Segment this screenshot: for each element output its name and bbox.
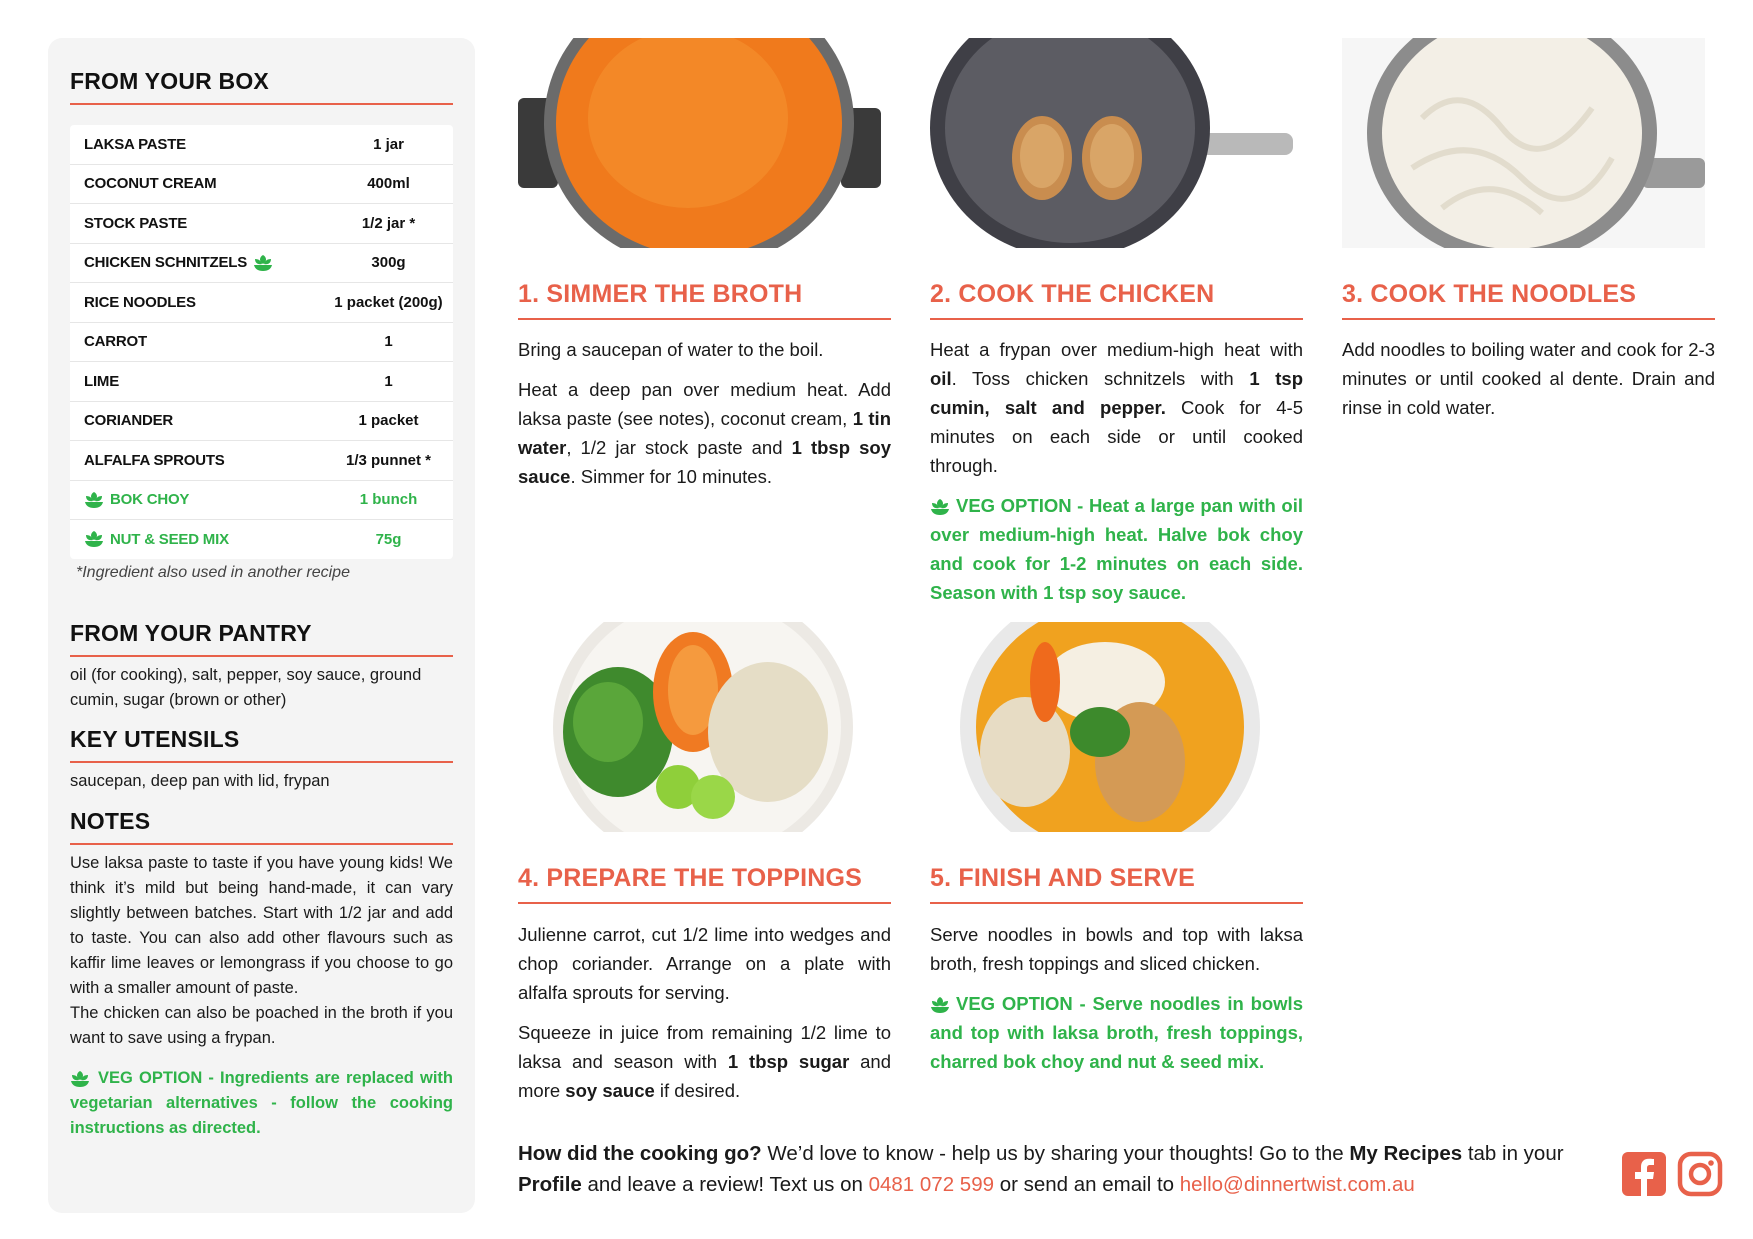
instagram-icon[interactable] — [1676, 1150, 1724, 1198]
text-span: . Toss chicken schnitzels with — [951, 368, 1250, 389]
notes-paragraph: The chicken can also be poached in the broth if you want to save using a frypan. — [70, 1004, 453, 1047]
ingredient-qty: 1/2 jar * — [361, 214, 416, 232]
ingredient-row — [70, 165, 453, 205]
veg-leaf-icon — [70, 1070, 90, 1088]
step4-text — [518, 920, 891, 1116]
ingredient-qty: 75g — [375, 530, 402, 548]
veg-leaf-icon — [84, 530, 104, 548]
pantry-text: oil (for cooking), salt, pepper, soy sauce, ground cumin, sugar (brown or other) — [70, 666, 422, 709]
phone-link[interactable]: 0481 072 599 — [868, 1173, 994, 1196]
step4-photo — [518, 622, 881, 832]
step5-para: Serve noodles in bowls and top with laksa broth, fresh toppings and sliced chicken. — [930, 924, 1303, 974]
text-span: Heat a frypan over medium-high heat with — [930, 339, 1303, 360]
ingredient-qty: 400ml — [367, 175, 410, 193]
step4-para: Julienne carrot, cut 1/2 lime into wedges and chop coriander. Arrange on a plate with alfalfa sprouts for serving. — [518, 924, 891, 1003]
bold-span: 1 tsp cumin, salt and pepper. — [930, 368, 1303, 418]
bold-span: soy sauce — [565, 1080, 655, 1101]
ingredient-qty: 1 packet — [358, 412, 419, 430]
step1-para: Bring a saucepan of water to the boil. — [518, 339, 824, 360]
ingredient-row — [70, 283, 453, 323]
step4-rule — [518, 902, 891, 904]
ingredient-row-veg — [70, 520, 453, 559]
footer-text: tab in your — [1462, 1142, 1564, 1165]
ingredient-name: CARROT — [84, 333, 147, 351]
veg-leaf-icon — [930, 498, 950, 516]
ingredient-row — [70, 402, 453, 442]
pantry-rule — [70, 655, 453, 657]
ingredients-panel — [48, 38, 475, 1213]
ingredient-name: NUT & SEED MIX — [110, 530, 229, 548]
text-span: . Simmer for 10 minutes. — [570, 466, 772, 487]
step2-para — [930, 335, 1303, 480]
text-span: , 1/2 jar stock paste and — [566, 437, 792, 458]
footer-bold: My Recipes — [1349, 1142, 1463, 1165]
ingredient-name: STOCK PASTE — [84, 214, 188, 232]
step3-title: 3. COOK THE NOODLES — [1342, 280, 1637, 308]
ingredient-name-cell — [70, 530, 324, 548]
step1-title: 1. SIMMER THE BROTH — [518, 280, 803, 308]
step1-rule — [518, 318, 891, 320]
facebook-icon[interactable] — [1620, 1150, 1668, 1198]
ingredient-row — [70, 204, 453, 244]
ingredient-table — [70, 125, 453, 559]
footer-text: and leave a review! Text us on — [581, 1173, 869, 1196]
ingredient-name: COCONUT CREAM — [84, 175, 217, 193]
text-span: if desired. — [654, 1080, 741, 1101]
veg-leaf-icon — [253, 254, 273, 272]
step3-para: Add noodles to boiling water and cook for 2-3 minutes or until cooked al dente. Drain and rinse in cold water. — [1342, 339, 1715, 418]
bold-span: 1 tbsp sugar — [727, 1051, 850, 1072]
text-span: Squeeze in juice from remaining 1/2 lime to laksa and season with — [518, 1022, 891, 1072]
ingredient-name-cell — [70, 254, 324, 272]
ingredient-row — [70, 244, 453, 284]
footer-bold: Profile — [518, 1173, 582, 1196]
ingredient-qty: 1 bunch — [359, 491, 418, 509]
bold-span: 1 tin water — [518, 408, 891, 458]
ingredient-qty: 1/3 punnet * — [345, 451, 431, 469]
step5-rule — [930, 902, 1303, 904]
step2-text — [930, 335, 1303, 618]
footer-text: We’d love to know - help us by sharing your thoughts! Go to the — [761, 1142, 1350, 1165]
ingredient-row — [70, 125, 453, 165]
ingredient-row — [70, 441, 453, 481]
footer-text: or send an email to — [994, 1173, 1180, 1196]
footer-question: How did the cooking go? — [518, 1142, 762, 1165]
veg-leaf-icon — [84, 491, 104, 509]
pantry-title: FROM YOUR PANTRY — [70, 620, 312, 646]
ingredient-row-veg — [70, 481, 453, 521]
step3-rule — [1342, 318, 1715, 320]
veg-leaf-icon — [930, 996, 950, 1014]
step1-text — [518, 335, 891, 502]
ingredient-name: BOK CHOY — [110, 491, 190, 509]
text-span: and more — [518, 1051, 891, 1101]
step2-rule — [930, 318, 1303, 320]
step3-text — [1342, 335, 1715, 433]
veg-span: VEG OPTION - Serve noodles in bowls and top with laksa broth, fresh toppings, charred bok choy and nut & seed mix. — [930, 993, 1303, 1072]
bold-span: 1 tbsp soy sauce — [518, 437, 891, 487]
step2-title: 2. COOK THE CHICKEN — [930, 280, 1215, 308]
ingredient-name-cell — [70, 491, 324, 509]
ingredient-qty: 1 packet (200g) — [334, 293, 443, 311]
box-title: FROM YOUR BOX — [70, 68, 269, 94]
ingredient-name: CHICKEN SCHNITZELS — [84, 254, 248, 272]
veg-span: VEG OPTION - Heat a large pan with oil over medium-high heat. Halve bok choy and cook for 1-2 minutes on each side. Season with 1 tsp soy sauce. — [930, 495, 1303, 603]
utensils-title: KEY UTENSILS — [70, 726, 240, 752]
email-link[interactable]: hello@dinnertwist.com.au — [1179, 1173, 1415, 1196]
ingredient-row — [70, 362, 453, 402]
text-span: Heat a deep pan over medium heat. Add laksa paste (see notes), coconut cream, — [518, 379, 891, 429]
notes-rule — [70, 843, 453, 845]
step5-title: 5. FINISH AND SERVE — [930, 864, 1195, 892]
notes-veg-text: VEG OPTION - Ingredients are replaced with vegetarian alternatives - follow the cooking instructions as directed. — [70, 1069, 453, 1137]
step5-text — [930, 920, 1303, 1087]
step5-photo — [930, 622, 1293, 832]
ingredient-name: LIME — [84, 372, 120, 390]
step2-veg-option — [930, 491, 1303, 607]
bold-span: oil — [930, 368, 952, 389]
utensils-rule — [70, 761, 453, 763]
step4-para — [518, 1018, 891, 1105]
step3-photo — [1342, 38, 1705, 248]
ingredient-row — [70, 323, 453, 363]
notes-paragraph: Use laksa paste to taste if you have young kids! We think it’s mild but being hand-made, it can vary slightly between batches. Start with 1/2 jar and add to taste. You can also add other flavours such as kaffir lime leaves or lemongrass if you choose to go with a smaller amount of paste. — [70, 854, 453, 997]
notes-veg-option — [70, 1066, 453, 1141]
ingredient-qty: 1 jar — [373, 135, 404, 153]
step1-photo — [518, 38, 881, 248]
step2-photo — [930, 38, 1293, 248]
text-span: Cook for 4-5 minutes on each side or until cooked through. — [930, 397, 1304, 476]
ingredient-qty: 1 — [384, 333, 393, 351]
ingredient-qty: 300g — [371, 254, 406, 272]
box-footnote: *Ingredient also used in another recipe — [76, 564, 350, 581]
feedback-footer — [518, 1138, 1578, 1200]
ingredient-qty: 1 — [384, 372, 393, 390]
step5-veg-option — [930, 989, 1303, 1076]
utensils-text: saucepan, deep pan with lid, frypan — [70, 772, 330, 790]
ingredient-name: RICE NOODLES — [84, 293, 196, 311]
notes-title: NOTES — [70, 808, 151, 834]
ingredient-name: ALFALFA SPROUTS — [84, 451, 225, 469]
ingredient-name: LAKSA PASTE — [84, 135, 186, 153]
step1-para — [518, 375, 891, 491]
box-rule — [70, 103, 453, 105]
ingredient-name: CORIANDER — [84, 412, 174, 430]
step4-title: 4. PREPARE THE TOPPINGS — [518, 864, 863, 892]
